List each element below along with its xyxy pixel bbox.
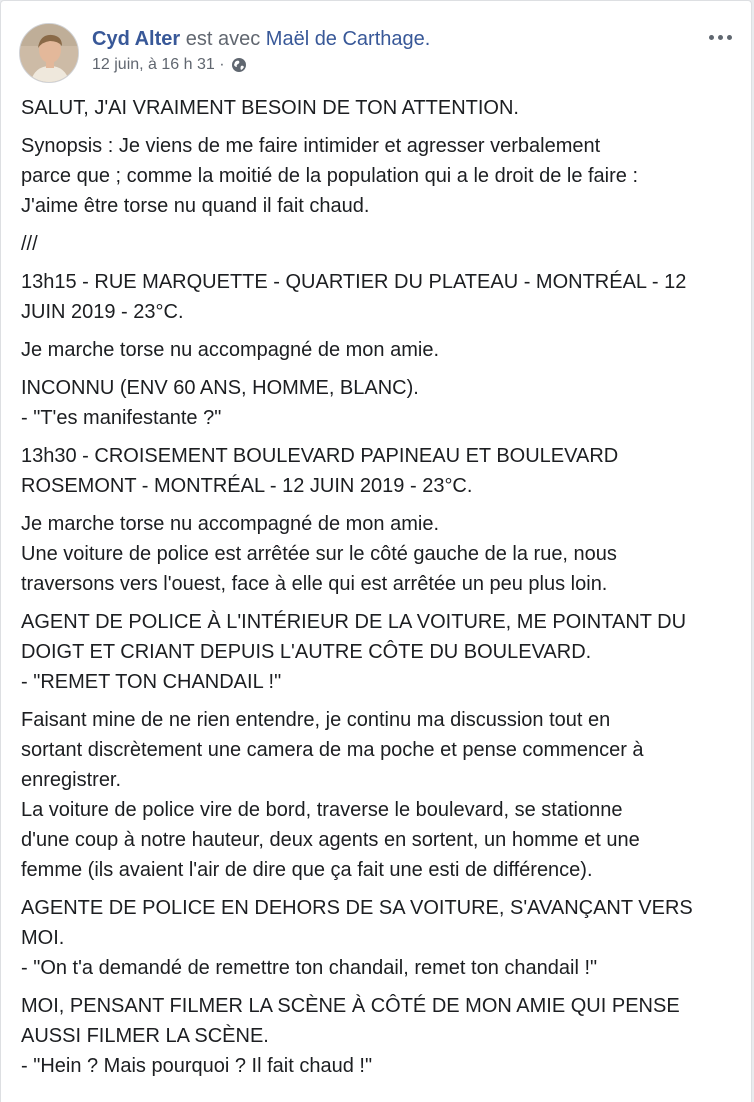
post-text-line: AGENTE DE POLICE EN DEHORS DE SA VOITURE, S'AVANÇANT VERS <box>21 897 693 919</box>
post-paragraph <box>21 131 733 221</box>
post-paragraph <box>21 373 733 433</box>
post-text-line: La voiture de police vire de bord, traverse le boulevard, se stationne <box>21 799 623 821</box>
post-paragraph <box>21 893 733 983</box>
post-text-line: Je marche torse nu accompagné de mon amie. <box>21 513 439 535</box>
post-text-line: enregistrer. <box>21 769 122 791</box>
post-text-line: Faisant mine de ne rien entendre, je continu ma discussion tout en <box>21 709 611 731</box>
post-text-line: sortant discrètement une camera de ma poche et pense commencer à <box>21 739 644 761</box>
post-text-line: - "On t'a demandé de remettre ton chandail, remet ton chandail !" <box>21 957 598 979</box>
post-text-line: AGENT DE POLICE À L'INTÉRIEUR DE LA VOITURE, ME POINTANT DU <box>21 611 687 633</box>
post-text-line: INCONNU (ENV 60 ANS, HOMME, BLANC). <box>21 377 419 399</box>
post-text-line: J'aime être torse nu quand il fait chaud. <box>21 195 370 217</box>
post-text-line: 13h30 - CROISEMENT BOULEVARD PAPINEAU ET BOULEVARD <box>21 445 619 467</box>
timestamp-line <box>92 55 430 75</box>
post-text-line: Une voiture de police est arrêtée sur le côté gauche de la rue, nous <box>21 543 617 565</box>
post-paragraph <box>21 93 733 123</box>
post-paragraph <box>21 335 733 365</box>
tagged-friend-link[interactable]: Maël de Carthage. <box>265 28 431 50</box>
post-content <box>21 93 733 1089</box>
post-meta <box>92 25 430 75</box>
post-text-line: DOIGT ET CRIANT DEPUIS L'AUTRE CÔTE DU BOULEVARD. <box>21 641 592 663</box>
post-paragraph <box>21 441 733 501</box>
post-text-line: ROSEMONT - MONTRÉAL - 12 JUIN 2019 - 23°C. <box>21 475 473 497</box>
globe-icon[interactable] <box>231 57 247 73</box>
post-text-line: Je marche torse nu accompagné de mon amie. <box>21 339 439 361</box>
post-text-line: MOI. <box>21 927 65 949</box>
post-text-line: SALUT, J'AI VRAIMENT BESOIN DE TON ATTENTION. <box>21 97 519 119</box>
post-paragraph <box>21 509 733 599</box>
post-timestamp[interactable]: 12 juin, à 16 h 31 · <box>92 56 225 73</box>
author-avatar[interactable] <box>19 23 79 83</box>
post-header <box>19 23 735 83</box>
post-text-line: MOI, PENSANT FILMER LA SCÈNE À CÔTÉ DE MON AMIE QUI PENSE <box>21 995 680 1017</box>
with-text: est avec <box>185 28 261 50</box>
post-paragraph <box>21 267 733 327</box>
author-line <box>92 25 430 53</box>
post-paragraph <box>21 991 733 1081</box>
avatar-photo-icon <box>20 24 79 83</box>
post-text-line: traversons vers l'ouest, face à elle qui est arrêtée un peu plus loin. <box>21 573 608 595</box>
more-dot <box>727 35 732 40</box>
post-text-line: Synopsis : Je viens de me faire intimider et agresser verbalement <box>21 135 601 157</box>
post-text-line: parce que ; comme la moitié de la population qui a le droit de le faire : <box>21 165 639 187</box>
post-text-line: JUIN 2019 - 23°C. <box>21 301 184 323</box>
post-text-line: - "REMET TON CHANDAIL !" <box>21 671 282 693</box>
more-dot <box>709 35 714 40</box>
author-name-link[interactable]: Cyd Alter <box>92 28 181 50</box>
post-text-line: - "T'es manifestante ?" <box>21 407 222 429</box>
post-text-line: AUSSI FILMER LA SCÈNE. <box>21 1025 269 1047</box>
more-dot <box>718 35 723 40</box>
post-paragraph <box>21 705 733 885</box>
post-text-line: /// <box>21 233 38 255</box>
more-options-icon[interactable] <box>705 27 735 47</box>
post-text-line: d'une coup à notre hauteur, deux agents en sortent, un homme et une <box>21 829 640 851</box>
post-text-line: 13h15 - RUE MARQUETTE - QUARTIER DU PLATEAU - MONTRÉAL - 12 <box>21 271 687 293</box>
post-paragraph <box>21 607 733 697</box>
post-text-line: femme (ils avaient l'air de dire que ça fait une esti de différence). <box>21 859 593 881</box>
post-paragraph <box>21 229 733 259</box>
post-text-line: - "Hein ? Mais pourquoi ? Il fait chaud !" <box>21 1055 373 1077</box>
